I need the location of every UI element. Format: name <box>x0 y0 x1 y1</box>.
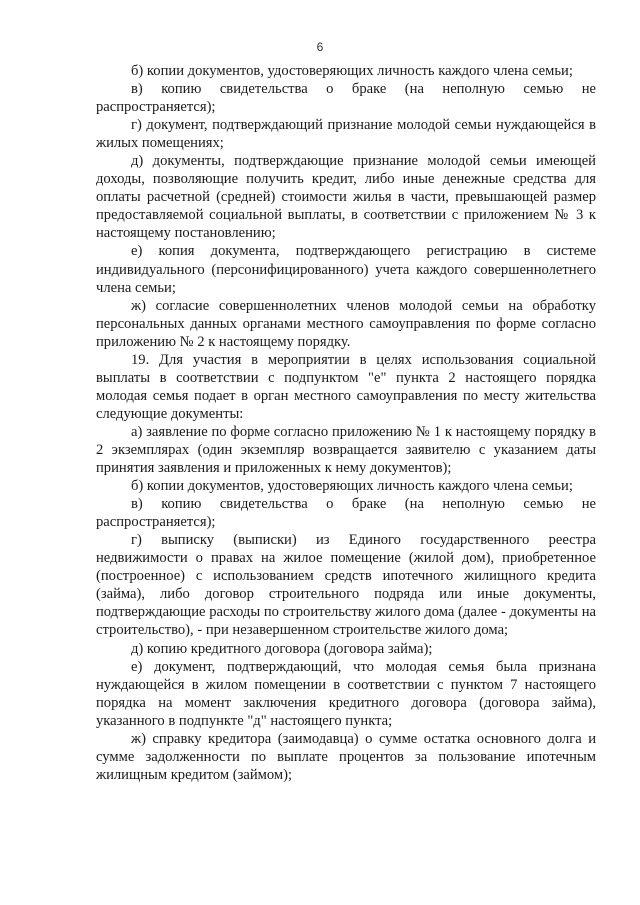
paragraph: г) документ, подтверждающий признание молодой семьи нуждающейся в жилых помещениях; <box>96 117 596 152</box>
paragraph: в) копию свидетельства о браке (на неполную семью не распространяется); <box>96 496 596 531</box>
paragraph: д) документы, подтверждающие признание молодой семьи имеющей доходы, позволяющие получить кредит, либо иные денежные средства для оплаты расчетной (средней) стоимости жилья в части, превышающей размер предоставляемой социальной выплаты, в соответствии с приложением № 3 к настоящему постановлению; <box>96 153 596 242</box>
document-body <box>96 62 596 784</box>
paragraph: в) копию свидетельства о браке (на неполную семью не распространяется); <box>96 81 596 116</box>
page-number: 6 <box>316 40 324 54</box>
paragraph: а) заявление по форме согласно приложению № 1 к настоящему порядку в 2 экземплярах (один экземпляр возвращается заявителю с указанием даты принятия заявления и приложенных к нему документов); <box>96 423 596 477</box>
paragraph: б) копии документов, удостоверяющих личность каждого члена семьи; <box>131 63 573 79</box>
paragraph: ж) согласие совершеннолетних членов молодой семьи на обработку персональных данных органами местного самоуправления по форме согласно приложению № 2 к настоящему порядку. <box>96 297 596 350</box>
paragraph: г) выписку (выписки) из Единого государственного реестра недвижимости о правах на жилое помещение (жилой дом), приобретенное (построенное) с использованием средств ипотечного жилищного кредита (займа), либо договор строительного подряда или иные документы, подтверждающие расходы по строительству жилого дома (далее - документы на строительство), - при незавершенном строительстве жилого дома; <box>96 532 596 639</box>
paragraph: д) копию кредитного договора (договора займа); <box>131 640 433 657</box>
paragraph: е) копия документа, подтверждающего регистрацию в системе индивидуального (персонифицированного) учета каждого совершеннолетнего члена семьи; <box>96 243 596 296</box>
paragraph: б) копии документов, удостоверяющих личность каждого члена семьи; <box>131 478 573 495</box>
paragraph: ж) справку кредитора (заимодавца) о сумме остатка основного долга и сумме задолженности по выплате процентов за пользование ипотечным жилищным кредитом (займом); <box>96 730 596 783</box>
paragraph: 19. Для участия в мероприятии в целях использования социальной выплаты в соответствии с подпунктом "е" пункта 2 настоящего порядка молодая семья подает в орган местного самоуправления по месту жительства следующие документы: <box>96 351 596 422</box>
paragraph: е) документ, подтверждающий, что молодая семья была признана нуждающейся в жилом помещении в соответствии с пунктом 7 настоящего порядка на момент заключения кредитного договора (договора займа), указанного в подпункте "д" настоящего пункта; <box>96 658 596 729</box>
